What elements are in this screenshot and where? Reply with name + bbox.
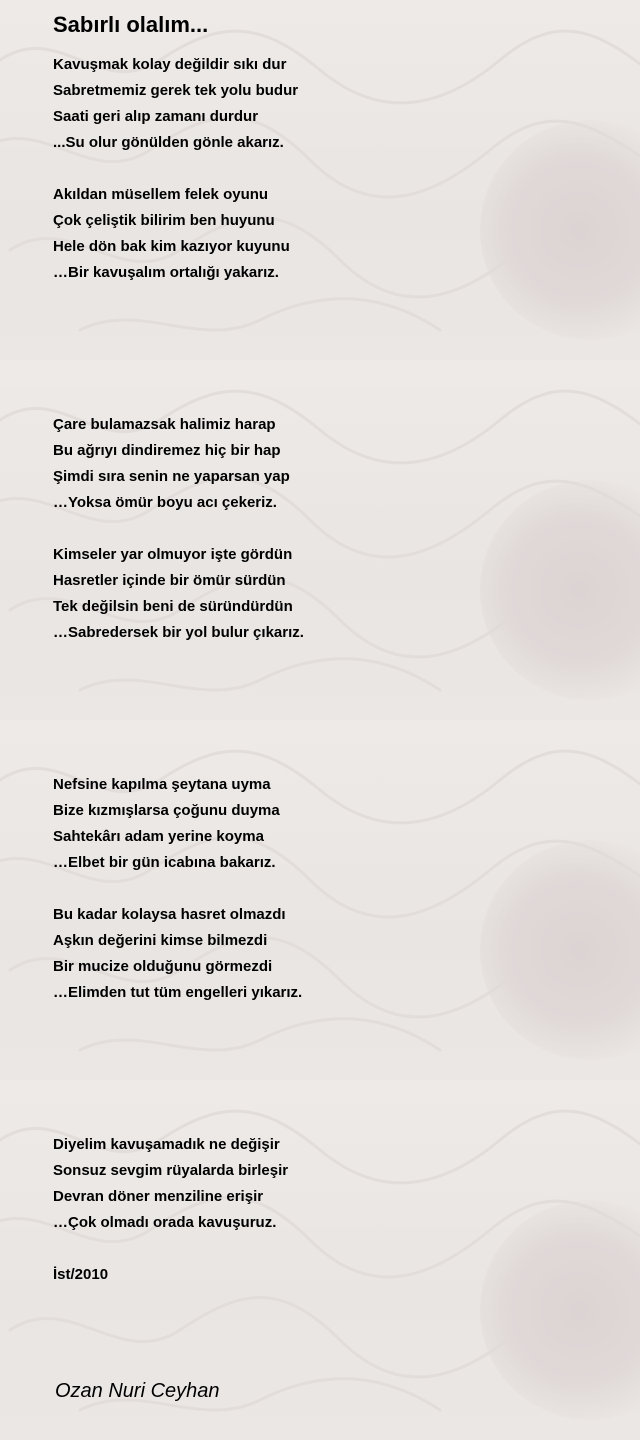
poem-line: ...Su olur gönülden gönle akarız.	[53, 134, 284, 151]
poem-line: Kimseler yar olmuyor işte gördün	[53, 546, 293, 563]
poem-line: …Elimden tut tüm engelleri yıkarız.	[53, 984, 303, 1001]
poem-line: Hasretler içinde bir ömür sürdün	[53, 572, 286, 589]
poem-line: Kavuşmak kolay değildir sıkı dur	[53, 56, 287, 73]
poem-line: Sahtekârı adam yerine koyma	[53, 828, 264, 845]
poem-line: Nefsine kapılma şeytana uyma	[53, 776, 271, 793]
poem-line: Hele dön bak kim kazıyor kuyunu	[53, 238, 290, 255]
poem-line: Çok çeliştik bilirim ben huyunu	[53, 212, 275, 229]
poem-line: Bize kızmışlarsa çoğunu duyma	[53, 802, 280, 819]
poem-line: Şimdi sıra senin ne yaparsan yap	[53, 468, 290, 485]
poem-line: Bu kadar kolaysa hasret olmazdı	[53, 906, 286, 923]
poem-line: Saati geri alıp zamanı durdur	[53, 108, 259, 125]
poem-line: …Bir kavuşalım ortalığı yakarız.	[53, 264, 279, 281]
poem-line: Bir mucize olduğunu görmezdi	[53, 958, 273, 975]
poem-title: Sabırlı olalım...	[53, 12, 209, 37]
poem-line: …Yoksa ömür boyu acı çekeriz.	[53, 494, 277, 511]
poem-line: Akıldan müsellem felek oyunu	[53, 186, 269, 203]
poem-line: Bu ağrıyı dindiremez hiç bir hap	[53, 442, 281, 459]
poem-line: …Sabredersek bir yol bulur çıkarız.	[53, 624, 304, 641]
poem-author: Ozan Nuri Ceyhan	[55, 1380, 220, 1402]
poem-line: …Çok olmadı orada kavuşuruz.	[53, 1214, 277, 1231]
poem-line: Diyelim kavuşamadık ne değişir	[53, 1136, 280, 1153]
poem-dateline: İst/2010	[53, 1266, 109, 1283]
poem-line: Aşkın değerini kimse bilmezdi	[53, 932, 268, 949]
poem-line: Devran döner menziline erişir	[53, 1188, 264, 1205]
poem-line: Sonsuz sevgim rüyalarda birleşir	[53, 1162, 289, 1179]
poem-line: …Elbet bir gün icabına bakarız.	[53, 854, 276, 871]
poem-line: Tek değilsin beni de süründürdün	[53, 598, 293, 615]
poem-line: Çare bulamazsak halimiz harap	[53, 416, 276, 433]
poem-line: Sabretmemiz gerek tek yolu budur	[53, 82, 299, 99]
